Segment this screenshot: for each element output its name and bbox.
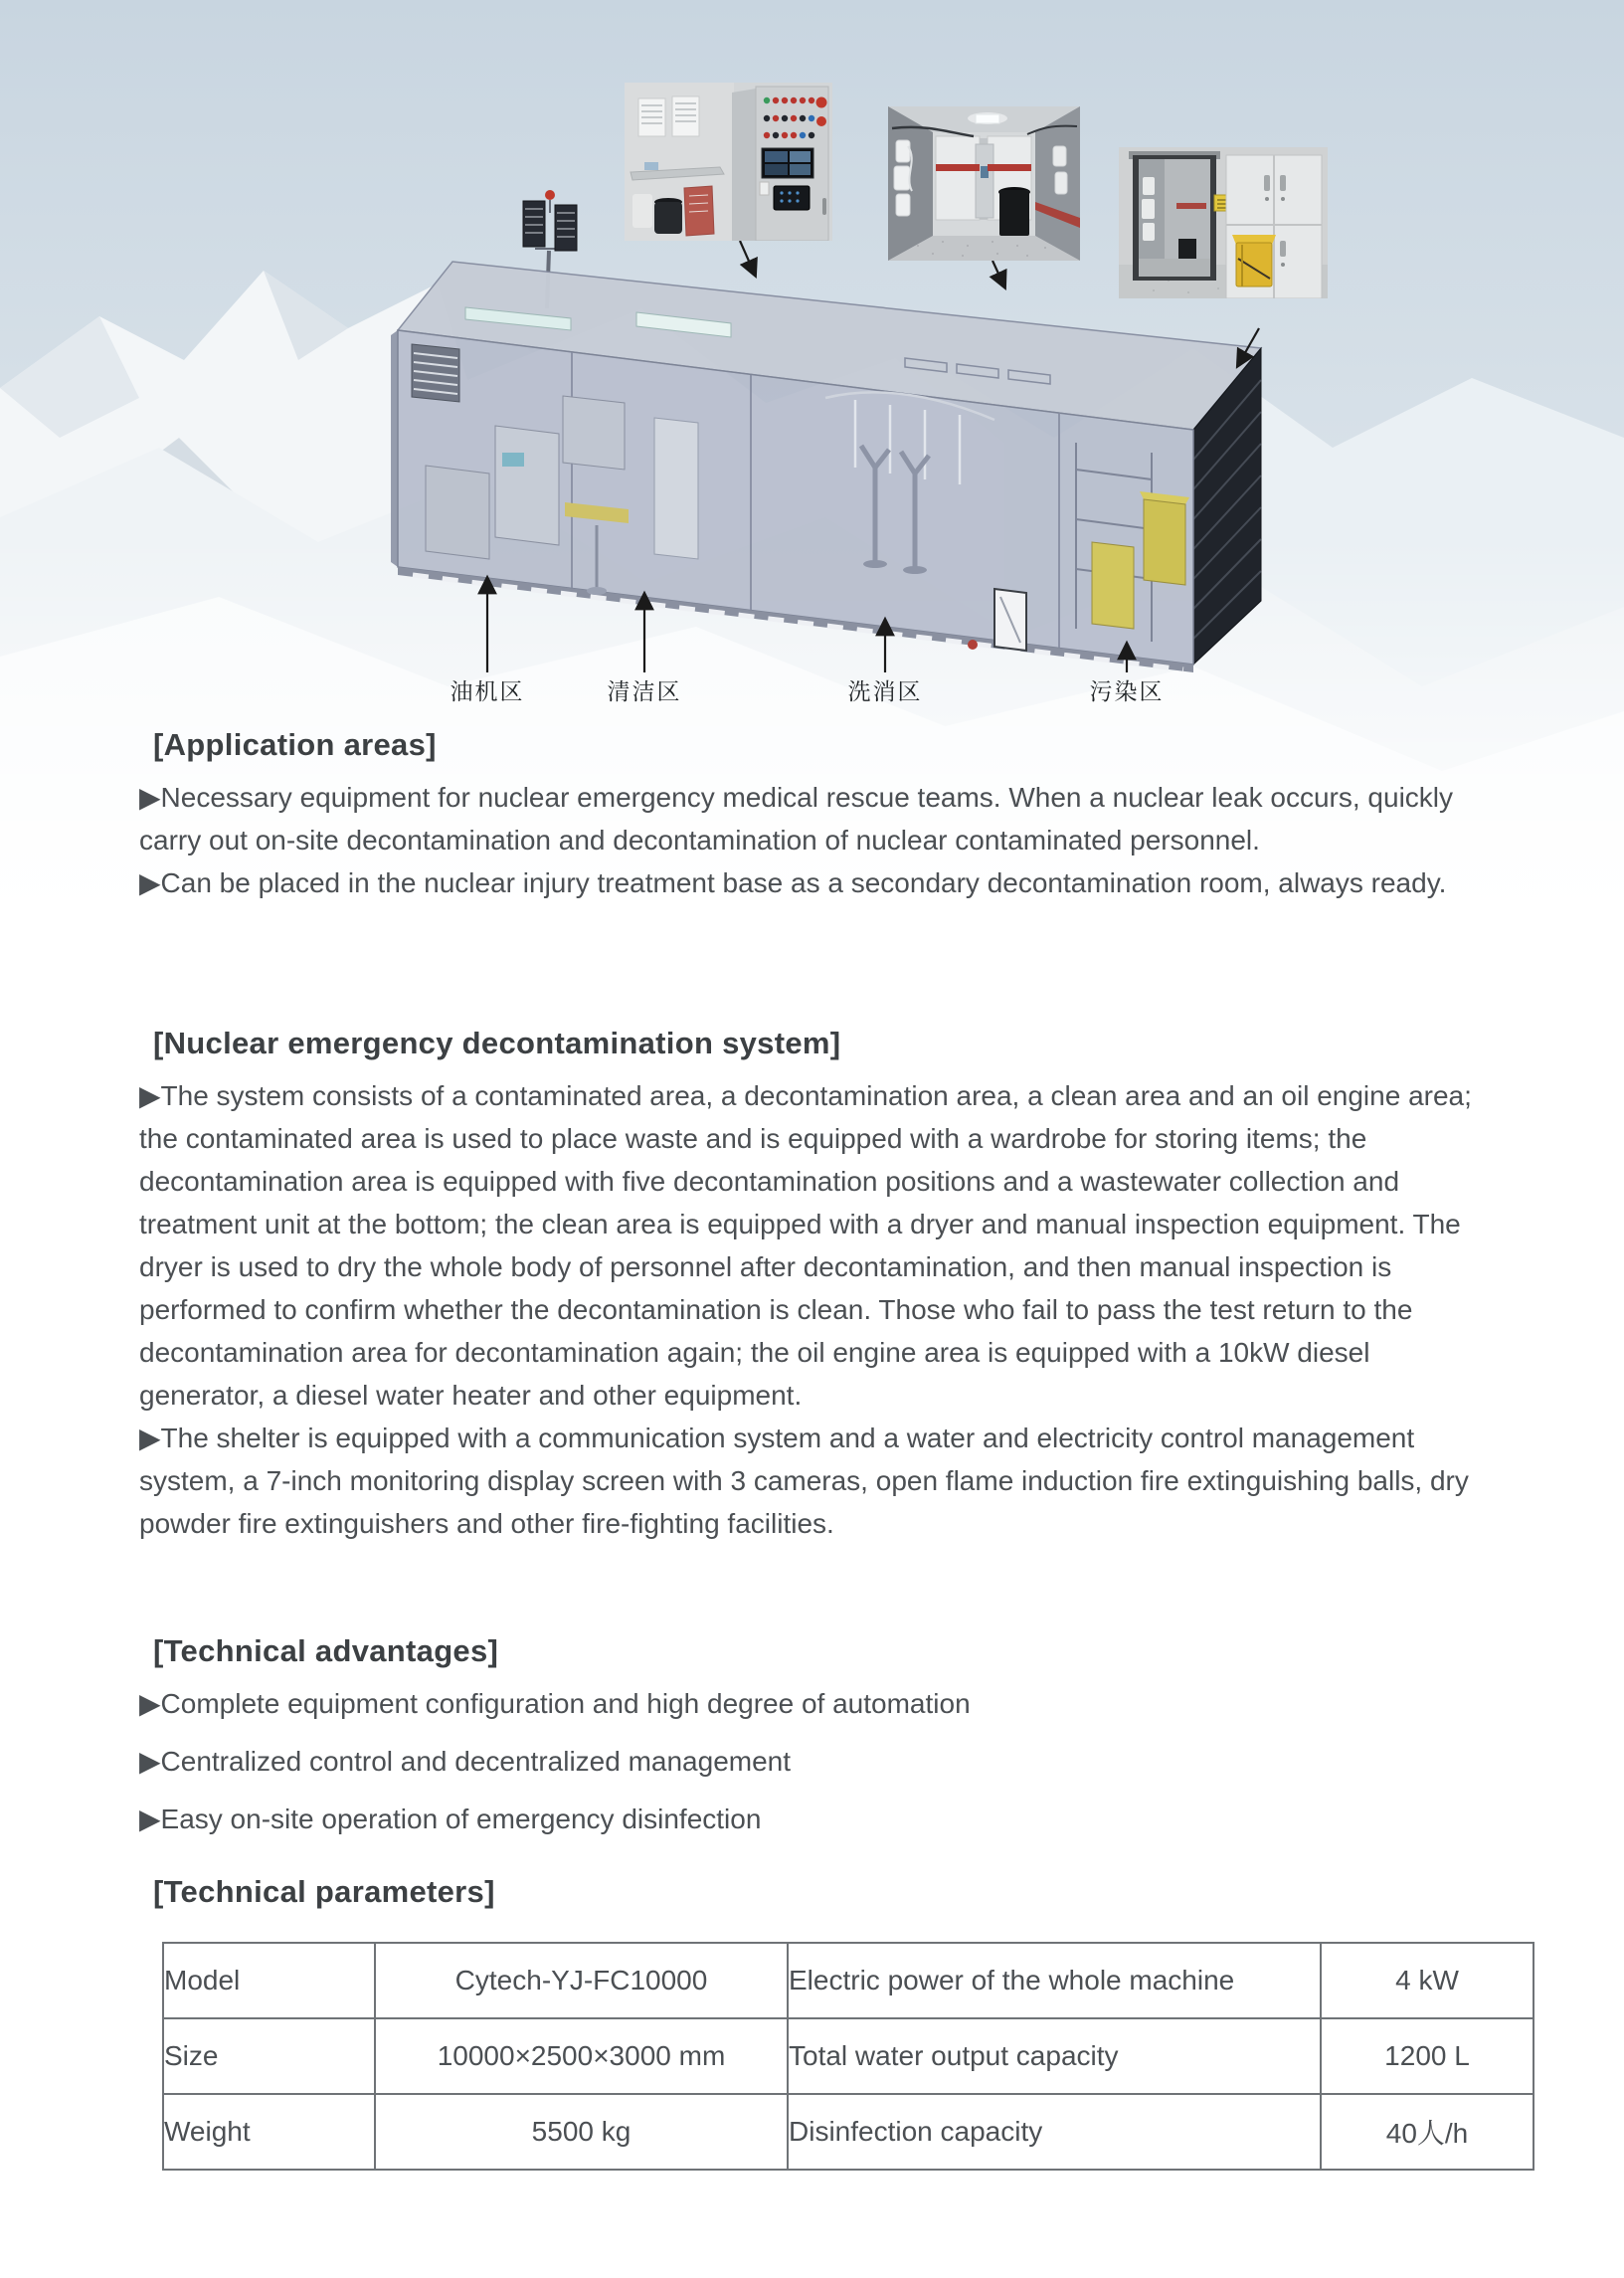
section-title-decontamination-system: [Nuclear emergency decontamination system] (153, 1026, 841, 1060)
advantage-bullet-3: ▶Easy on-site operation of emergency disinfection (139, 1803, 762, 1834)
param-label-water-capacity: Total water output capacity (788, 2018, 1321, 2094)
param-label-disinfection-capacity: Disinfection capacity (788, 2094, 1321, 2170)
table-row (163, 2094, 1534, 2170)
zone-label-decon-area: 洗消区 (847, 678, 923, 704)
section-title-application-areas: [Application areas] (153, 727, 437, 762)
section-title-technical-parameters: [Technical parameters] (153, 1874, 495, 1909)
advantage-bullet-1: ▶Complete equipment configuration and high degree of automation (139, 1688, 971, 1719)
zone-label-oil-engine-area: 油机区 (450, 678, 525, 704)
param-value-size: 10000×2500×3000 mm (375, 2018, 788, 2094)
parameters-table (162, 1942, 1534, 2171)
param-value-electric-power: 4 kW (1321, 1943, 1534, 2018)
section-title-technical-advantages: [Technical advantages] (153, 1633, 499, 1668)
param-value-water-capacity: 1200 L (1321, 2018, 1534, 2094)
table-row (163, 1943, 1534, 2018)
zone-label-clean-area: 清洁区 (607, 678, 682, 704)
section-technical-advantages (139, 1633, 1477, 1855)
param-label-weight: Weight (163, 2094, 375, 2170)
photo-decontamination-corridor (888, 106, 1080, 261)
param-value-disinfection-capacity: 40人/h (1321, 2094, 1534, 2170)
param-value-weight: 5500 kg (375, 2094, 788, 2170)
param-label-size: Size (163, 2018, 375, 2094)
photo-control-room (625, 83, 832, 241)
system-bullet-1: ▶The system consists of a contaminated area, a decontamination area, a clean area and an oil engine area; the contaminated area is used to place waste and is equipped with a wardrobe for storing items; the decontamination area is equipped with five decontamination positions and a wastewater collection and treatment unit at the bottom; the clean area is equipped with a dryer and manual inspection equipment. The dryer is used to dry the whole body of personnel after decontamination, and then manual inspection is performed to confirm whether the decontamination is clean. Those who fail to pass the test return to the decontamination area for decontamination again; the oil engine area is equipped with a 10kW diesel generator, a diesel water heater and other equipment. (139, 1080, 1472, 1411)
param-value-model: Cytech-YJ-FC10000 (375, 1943, 788, 2018)
section-technical-parameters (139, 1874, 1477, 2171)
application-bullet-2: ▶Can be placed in the nuclear injury treatment base as a secondary decontamination room, always ready. (139, 867, 1447, 898)
table-row (163, 2018, 1534, 2094)
advantage-bullet-2: ▶Centralized control and decentralized management (139, 1746, 792, 1777)
system-bullet-2: ▶The shelter is equipped with a communication system and a water and electricity control management system, a 7-inch monitoring display screen with 3 cameras, open flame induction fire extinguishing balls, dry powder fire extinguishers and other fire-fighting facilities. (139, 1423, 1469, 1539)
zone-label-contaminated-area: 污染区 (1089, 678, 1165, 704)
param-label-electric-power: Electric power of the whole machine (788, 1943, 1321, 2018)
application-bullet-1: ▶Necessary equipment for nuclear emergency medical rescue teams. When a nuclear leak occurs, quickly carry out on-site decontamination and decontamination of nuclear contaminated personnel. (139, 782, 1454, 855)
param-label-model: Model (163, 1943, 375, 2018)
section-decontamination-system (139, 1026, 1477, 1545)
photo-locker-area (1119, 147, 1328, 298)
section-application-areas (139, 727, 1477, 904)
